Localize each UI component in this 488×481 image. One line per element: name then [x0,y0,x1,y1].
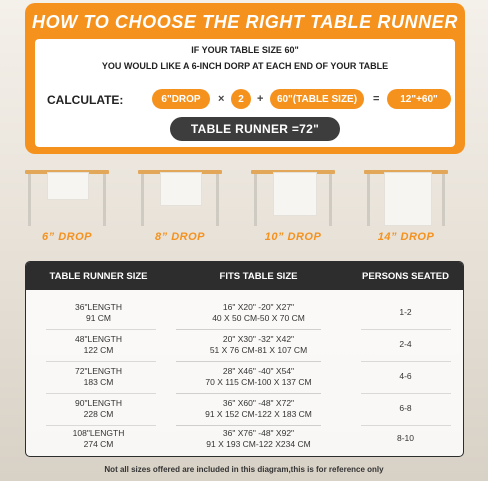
fits-inches: 36" X76" -48" X92" [222,428,295,438]
persons-cell: 4-6 [399,371,412,381]
table-row [26,362,463,394]
header-runner-size: TABLE RUNNER SIZE [49,271,148,282]
header-persons-seated: PERSONS SEATED [362,271,449,282]
table-runner-result: TABLE RUNNER =72" [170,117,340,141]
table-header [26,262,463,290]
table-row [26,424,463,456]
fits-size-cell [171,398,346,420]
table-leg [367,174,370,226]
runner-size-cell [26,302,171,324]
drop-illustration-10 [251,170,335,250]
table-leg [28,174,31,226]
calculation-box [35,39,455,147]
length-cm: 228 CM [83,409,114,419]
fits-inches: 28" X46" -40" X54" [222,366,295,376]
length-cm: 274 CM [83,439,114,449]
header-fits-table-size: FITS TABLE SIZE [219,271,298,282]
drop-label: 14” DROP [377,231,435,243]
length-cm: 91 CM [85,313,112,323]
runner-cloth [160,172,202,206]
fits-inches: 16" X20" -20" X27" [222,302,295,312]
drop-label: 8” DROP [155,231,205,243]
table-row [26,330,463,362]
runner-size-cell [26,428,171,450]
runner-cloth [47,172,89,200]
length-cm: 122 CM [83,345,114,355]
runner-cloth [273,172,317,216]
length-inches: 72"LENGTH [75,366,122,376]
length-inches: 108"LENGTH [72,428,125,438]
length-inches: 36"LENGTH [75,302,122,312]
table-leg [103,174,106,226]
result-pill: 12"+60" [387,89,451,109]
equals-symbol: = [373,93,380,105]
fits-cm: 91 X 152 CM-122 X 183 CM [205,409,312,419]
plus-symbol: + [257,93,264,105]
calculate-label: CALCULATE: [47,93,124,107]
persons-cell: 2-4 [399,339,412,349]
runner-cloth [384,172,432,226]
fits-size-cell [171,302,346,324]
fits-cm: 70 X 115 CM-100 X 137 CM [205,377,312,387]
runner-size-cell [26,334,171,356]
table-leg [254,174,257,226]
fits-cm: 51 X 76 CM-81 X 107 CM [209,345,308,355]
persons-cell: 6-8 [399,403,412,413]
drop-pill: 6"DROP [152,89,210,109]
fits-cm: 40 X 50 CM-50 X 70 CM [212,313,305,323]
drop-description-text: YOU WOULD LIKE A 6-INCH DORP AT EACH END OF YOUR TABLE [101,61,389,71]
how-to-panel [25,3,465,154]
multiplier-pill: 2 [231,89,251,109]
fits-size-cell [171,428,346,450]
length-cm: 183 CM [83,377,114,387]
fits-inches: 20" X30" -32" X42" [222,334,295,344]
drop-illustration-14 [364,170,448,250]
size-table [25,261,464,457]
drop-label: 6” DROP [42,231,92,243]
persons-cell: 1-2 [399,307,412,317]
table-row [26,394,463,426]
table-size-pill: 60"(TABLE SIZE) [270,89,364,109]
table-leg [329,174,332,226]
table-leg [216,174,219,226]
drop-illustration-6 [25,170,109,250]
page-title: HOW TO CHOOSE THE RIGHT TABLE RUNNER [32,12,458,32]
fits-size-cell [171,366,346,388]
runner-size-cell [26,366,171,388]
table-leg [141,174,144,226]
table-leg [442,174,445,226]
drop-illustration-8 [138,170,222,250]
table-row [26,298,463,330]
times-symbol: × [218,93,225,105]
drop-label: 10” DROP [264,231,322,243]
fits-cm: 91 X 193 CM-122 X234 CM [206,439,311,449]
length-inches: 48"LENGTH [75,334,122,344]
fits-inches: 36" X60" -48" X72" [222,398,295,408]
fits-size-cell [171,334,346,356]
runner-size-cell [26,398,171,420]
table-size-text: IF YOUR TABLE SIZE 60" [191,45,299,55]
length-inches: 90"LENGTH [75,398,122,408]
persons-cell: 8-10 [396,433,414,443]
reference-footnote: Not all sizes offered are included in this diagram,this is for reference only [104,465,384,474]
